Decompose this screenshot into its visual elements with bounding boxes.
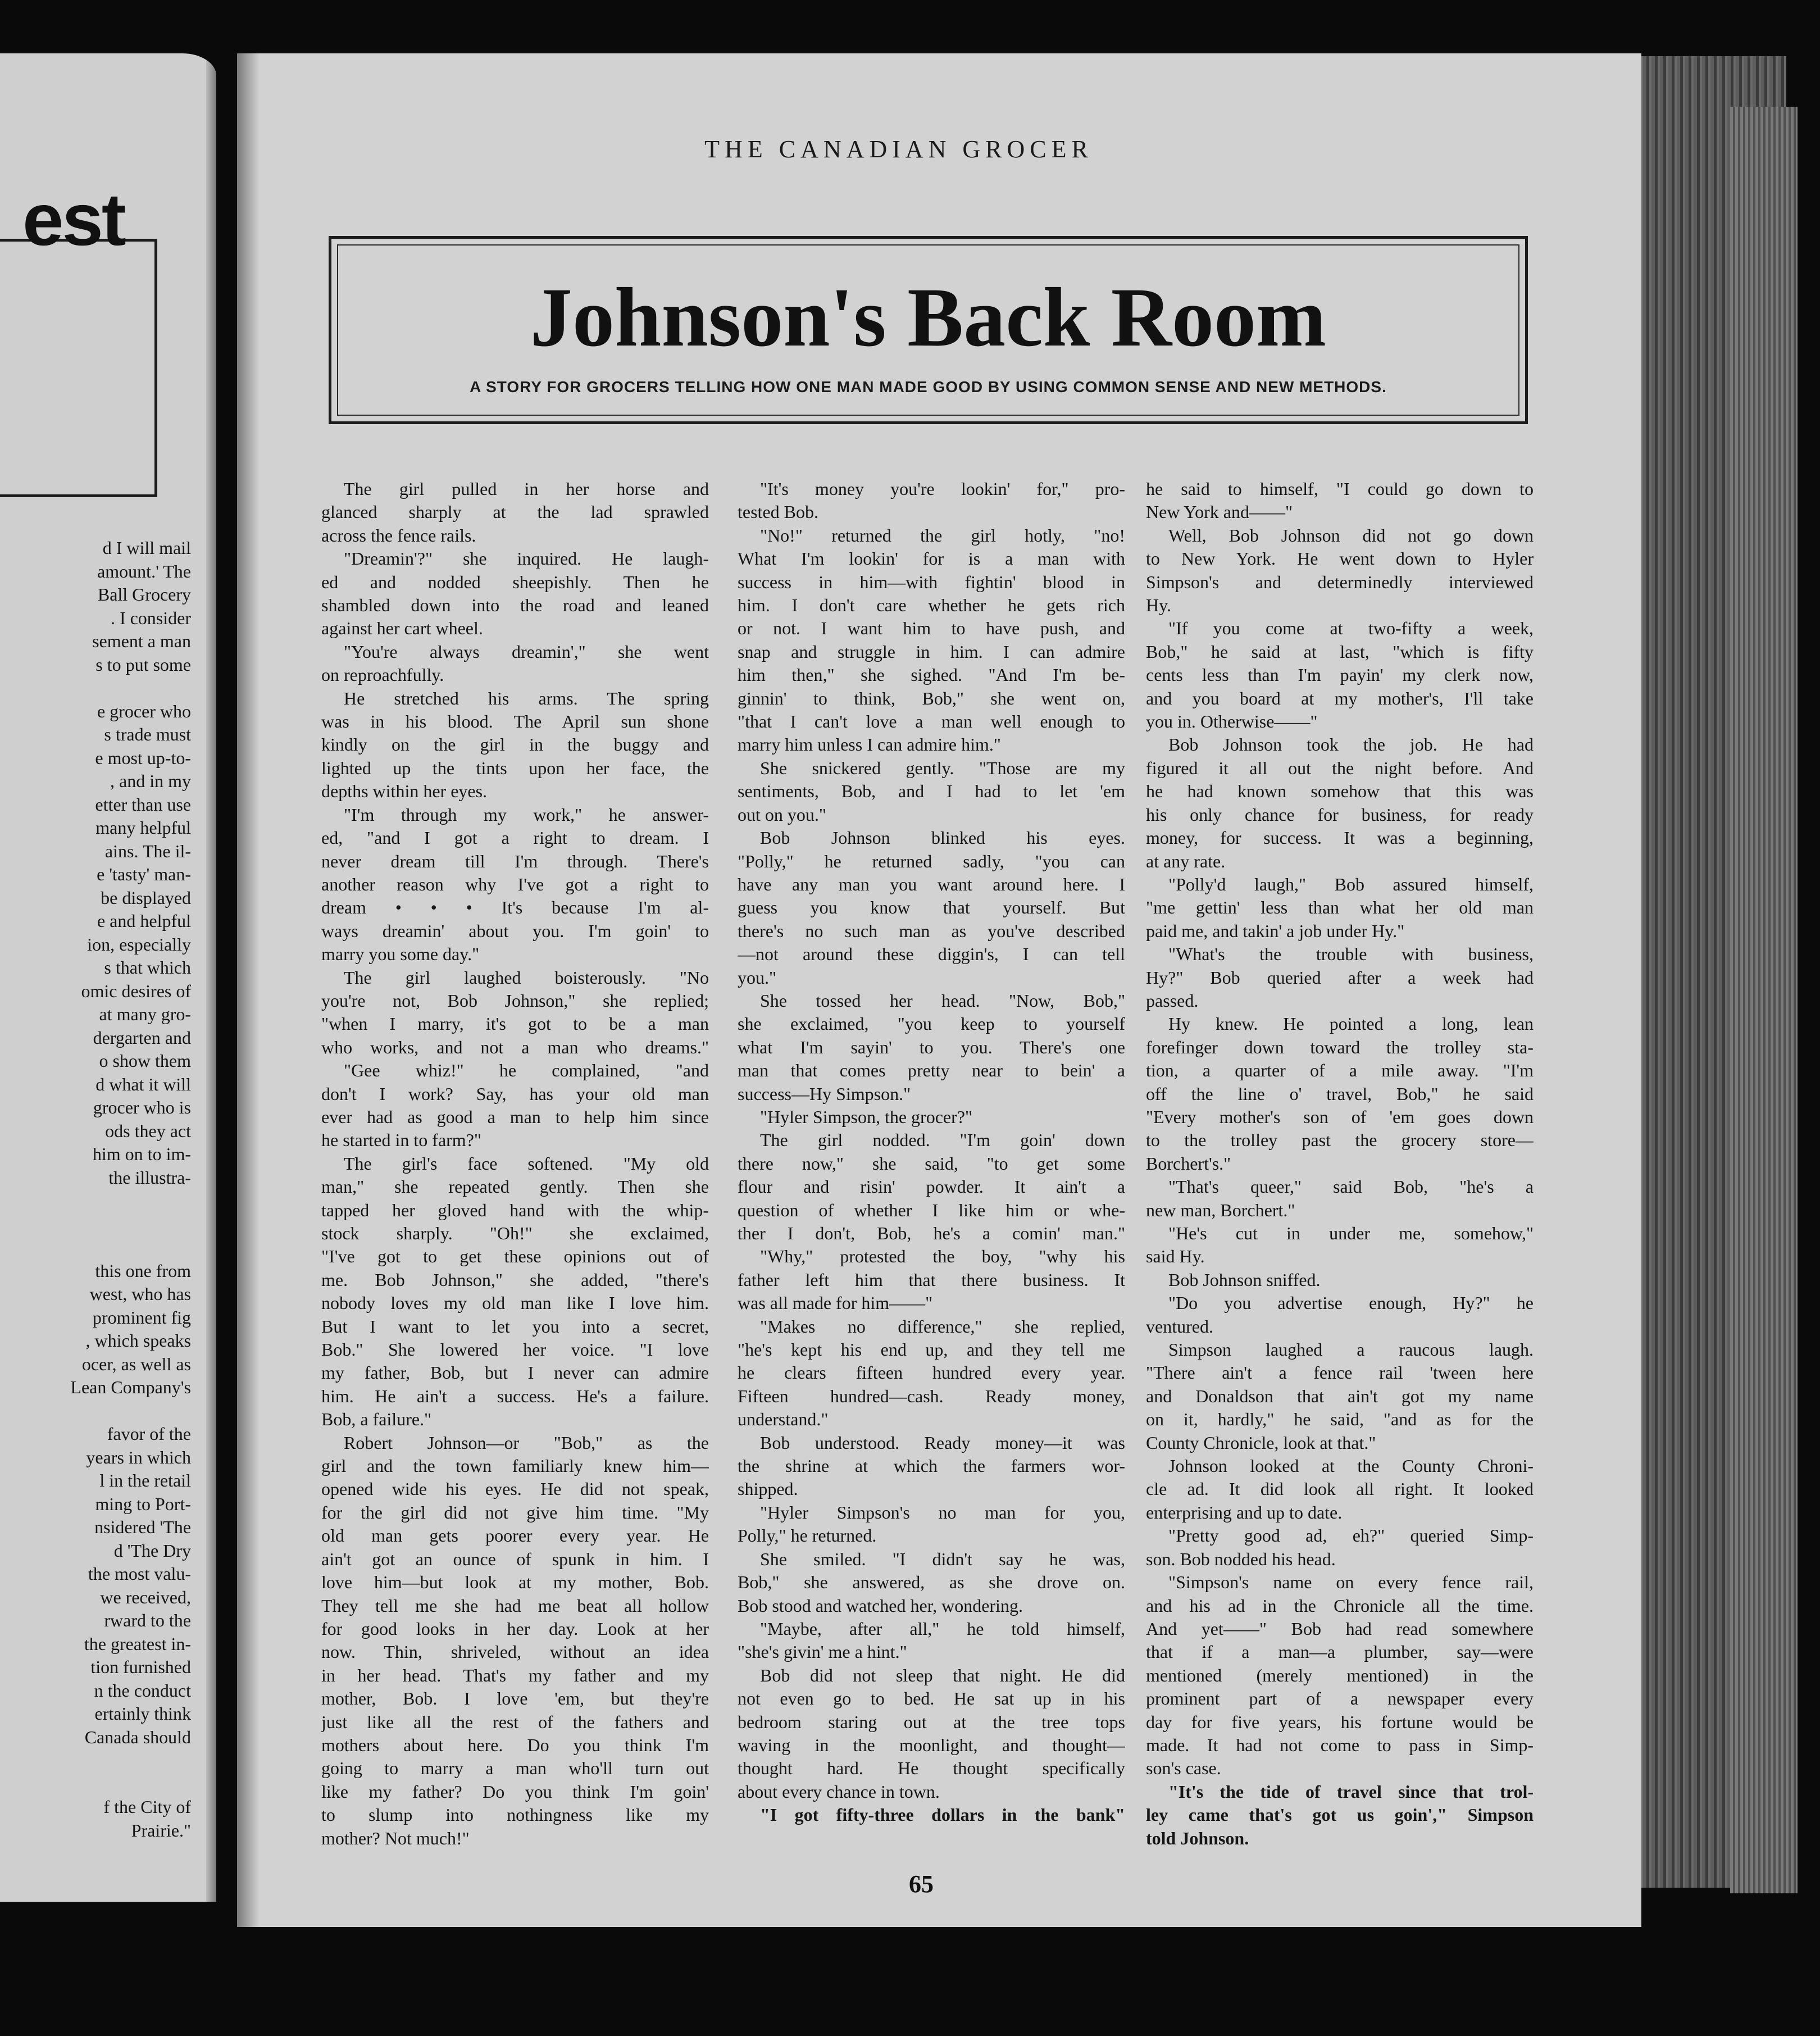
left-page-text-line: , and in my	[110, 771, 191, 791]
text-line: son's case.	[1146, 1758, 1221, 1779]
text-line: Simpson laughed a raucous laugh.	[1168, 1339, 1534, 1360]
left-page-text-line: favor of the	[107, 1424, 191, 1444]
left-page-text-line: e and helpful	[97, 911, 191, 931]
text-line: Hy.	[1146, 595, 1172, 616]
text-line: And yet——" Bob had read somewhere	[1146, 1618, 1534, 1639]
text-line: But I want to let you into a secret,	[321, 1316, 709, 1337]
text-line: "Makes no difference," she replied,	[760, 1316, 1125, 1337]
text-line: who works, and not a man who dreams."	[321, 1037, 709, 1057]
left-page-text-line: the greatest in-	[84, 1633, 191, 1654]
text-line: new man, Borchert."	[1146, 1199, 1295, 1220]
text-line: on it, hardly," he said, "and as for the	[1146, 1409, 1534, 1430]
text-line: me. Bob Johnson," she added, "there's	[321, 1269, 709, 1290]
left-page-text-line: rward to the	[104, 1610, 191, 1630]
text-line: the shrine at which the farmers wor-	[738, 1456, 1125, 1476]
text-line: "Do you advertise enough, Hy?" he	[1168, 1293, 1534, 1314]
left-page-text-line: Canada should	[84, 1726, 191, 1747]
left-page-text-line	[0, 1213, 191, 1237]
text-line: or not. I want him to have push, and	[738, 618, 1125, 639]
text-line: ain't got an ounce of spunk in him. I	[321, 1548, 709, 1569]
left-page-text-line: ods they act	[105, 1120, 191, 1141]
text-line: The girl nodded. "I'm goin' down	[760, 1130, 1125, 1151]
left-page-text-line: sement a man	[92, 631, 191, 651]
text-line: "It's the tide of travel since that trol-	[1168, 1781, 1534, 1802]
text-line: across the fence rails.	[321, 525, 476, 546]
left-page-text-line: grocer who is	[93, 1097, 191, 1117]
text-line: son. Bob nodded his head.	[1146, 1548, 1336, 1569]
left-page-text-line: l in the retail	[99, 1470, 191, 1490]
left-page-text-line: s trade must	[104, 724, 191, 744]
left-page-text-line: Lean Company's	[70, 1377, 191, 1397]
text-line: flour and risin' powder. It ain't a	[738, 1176, 1125, 1197]
text-line: "Gee whiz!" he complained, "and	[344, 1060, 709, 1081]
text-line: like my father? Do you think I'm goin'	[321, 1781, 709, 1802]
left-page-text-line: e most up-to-	[95, 747, 191, 768]
text-line: The girl's face softened. "My old	[344, 1153, 709, 1174]
text-line: going to marry a man who'll turn out	[321, 1758, 709, 1779]
text-column-1	[321, 478, 709, 1850]
left-page-text-line: . I consider	[110, 607, 191, 628]
text-line: "What's the trouble with business,	[1168, 944, 1534, 965]
text-line: stock sharply. "Oh!" she exclaimed,	[321, 1223, 709, 1243]
text-line: He stretched his arms. The spring	[344, 688, 709, 708]
text-line: Robert Johnson—or "Bob," as the	[344, 1432, 709, 1453]
text-line: "Simpson's name on every fence rail,	[1168, 1572, 1534, 1593]
text-line: lighted up the tints upon her face, the	[321, 757, 709, 778]
text-line: man that comes pretty near to bein' a	[738, 1060, 1125, 1081]
text-line: girl and the town familiarly knew him—	[321, 1456, 709, 1476]
left-page-text-line: d I will mail	[102, 538, 191, 558]
left-page-text-line: him on to im-	[92, 1144, 191, 1164]
text-line: have any man you want around here. I	[738, 874, 1125, 894]
text-line: in her head. That's my father and my	[321, 1665, 709, 1685]
text-line: tested Bob.	[738, 502, 818, 522]
book-page-edges-outer	[1730, 107, 1798, 1893]
text-line: "He's cut in under me, somehow,"	[1168, 1223, 1534, 1243]
left-page-text-line: be displayed	[101, 887, 191, 908]
text-line: to New York. He went down to Hyler	[1146, 548, 1534, 569]
text-line: cle ad. It did look all right. It looked	[1146, 1479, 1534, 1499]
left-page-text	[0, 537, 191, 1842]
text-line: "If you come at two-fifty a week,	[1168, 618, 1534, 639]
text-line: marry you some day."	[321, 944, 480, 965]
left-page-text-line: years in which	[86, 1447, 191, 1467]
text-line: "Hyler Simpson's no man for you,	[760, 1502, 1125, 1523]
left-page-text-line: we received,	[100, 1587, 191, 1607]
text-line: marry him unless I can admire him."	[738, 734, 1001, 755]
text-line: "when I marry, it's got to be a man	[321, 1014, 709, 1034]
text-line: ventured.	[1146, 1316, 1213, 1337]
text-line: what I'm sayin' to you. There's one	[738, 1037, 1125, 1057]
left-page-text-line: e 'tasty' man-	[97, 864, 191, 884]
text-line: figured it all out the night before. And	[1146, 757, 1534, 778]
text-line: Borchert's."	[1146, 1153, 1231, 1174]
left-page-text-line: Ball Grocery	[97, 584, 191, 605]
left-page-text-line: tion furnished	[90, 1657, 191, 1677]
text-line: Bob stood and watched her, wondering.	[738, 1595, 1023, 1616]
text-line: "Polly'd laugh," Bob assured himself,	[1168, 874, 1534, 894]
text-line: and his ad in the Chronicle all the time.	[1146, 1595, 1534, 1616]
text-line: Bob Johnson sniffed.	[1168, 1269, 1321, 1290]
text-line: you're not, Bob Johnson," she replied;	[321, 990, 709, 1011]
text-line: thought hard. He thought specifically	[738, 1758, 1125, 1779]
left-page-text-line: this one from	[95, 1260, 191, 1281]
text-line: success in him—with fightin' blood in	[738, 571, 1125, 592]
text-line: that if a man—a plumber, say—were	[1146, 1642, 1534, 1662]
text-line: about every chance in town.	[738, 1781, 940, 1802]
left-page-text-line: ains. The il-	[104, 840, 191, 861]
text-line: She snickered gently. "Those are my	[760, 757, 1125, 778]
text-line: against her cart wheel.	[321, 618, 483, 639]
text-line: Bob understood. Ready money—it was	[760, 1432, 1125, 1453]
left-page-text-line: omic desires of	[81, 980, 191, 1001]
text-line: never dream till I'm through. There's	[321, 851, 709, 871]
left-page-text-line: d 'The Dry	[113, 1540, 191, 1561]
left-page-text-line: ertainly think	[94, 1703, 191, 1724]
text-line: ley came that's got us goin'," Simpson	[1146, 1805, 1534, 1825]
text-line: tapped her gloved hand with the whip-	[321, 1199, 709, 1220]
text-line: waving in the moonlight, and thought—	[738, 1734, 1125, 1755]
text-line: love him—but look at my mother, Bob.	[321, 1572, 709, 1593]
text-line: he clears fifteen hundred every year.	[738, 1362, 1125, 1383]
left-page-text-line: prominent fig	[92, 1307, 191, 1328]
text-line: "There ain't a fence rail 'tween here	[1146, 1362, 1534, 1383]
text-line: mother, Bob. I love 'em, but they're	[321, 1688, 709, 1709]
text-column-3	[1146, 478, 1534, 1850]
left-page-text-line: f the City of	[103, 1797, 191, 1817]
text-line: him then," she sighed. "And I'm be-	[738, 665, 1125, 685]
text-line: Well, Bob Johnson did not go down	[1168, 525, 1534, 546]
left-page-text-line: many helpful	[95, 817, 191, 838]
text-line: She tossed her head. "Now, Bob,"	[760, 990, 1125, 1011]
left-page-text-line	[0, 1773, 191, 1796]
text-line: enterprising and up to date.	[1146, 1502, 1343, 1523]
text-line: another reason why I've got a right to	[321, 874, 709, 894]
left-page-text-line: west, who has	[89, 1284, 191, 1304]
text-line: "That's queer," said Bob, "he's a	[1168, 1176, 1534, 1197]
text-line: just like all the rest of the fathers and	[321, 1711, 709, 1732]
text-line: mentioned (merely mentioned) in the	[1146, 1665, 1534, 1685]
left-page-text-line: o show them	[99, 1051, 191, 1071]
left-page-text-line: dergarten and	[93, 1027, 191, 1048]
text-line: ed and nodded sheepishly. Then he	[321, 571, 709, 592]
left-page-text-line: etter than use	[95, 794, 191, 815]
text-line: She smiled. "I didn't say he was,	[760, 1548, 1125, 1569]
text-line: passed.	[1146, 990, 1199, 1011]
text-line: paid me, and takin' a job under Hy."	[1146, 920, 1405, 941]
text-line: "that I can't love a man well enough to	[738, 711, 1125, 732]
text-line: mother? Not much!"	[321, 1828, 470, 1848]
left-page-text-line: , which speaks	[85, 1330, 191, 1351]
left-page-text-line: ion, especially	[87, 934, 191, 955]
text-line: County Chronicle, look at that."	[1146, 1432, 1376, 1453]
text-line: cents less than I'm payin' my clerk now,	[1146, 665, 1534, 685]
text-line: to the trolley past the grocery store—	[1146, 1130, 1534, 1151]
left-page-text-line	[0, 1749, 191, 1773]
text-line: shambled down into the road and leaned	[321, 595, 709, 616]
left-page-text-line	[0, 1236, 191, 1260]
text-line: glanced sharply at the lad sprawled	[321, 502, 709, 522]
text-line: Bob Johnson took the job. He had	[1168, 734, 1534, 755]
text-line: "she's givin' me a hint."	[738, 1642, 907, 1662]
left-page-text-line: ocer, as well as	[81, 1353, 191, 1374]
page-number: 65	[909, 1870, 934, 1898]
text-line: she exclaimed, "you keep to yourself	[738, 1014, 1125, 1034]
text-line: shipped.	[738, 1479, 798, 1499]
text-line: out on you."	[738, 804, 826, 825]
text-line: "Why," protested the boy, "why his	[760, 1246, 1125, 1267]
text-line: dream • • • It's because I'm al-	[321, 897, 709, 918]
text-line: father left him that there business. It	[738, 1269, 1125, 1290]
text-line: don't I work? Say, has your old man	[321, 1083, 709, 1104]
text-line: "Maybe, after all," he told himself,	[760, 1618, 1125, 1639]
text-line: told Johnson.	[1146, 1828, 1249, 1848]
text-line: Bob did not sleep that night. He did	[760, 1665, 1125, 1685]
text-line: "It's money you're lookin' for," pro-	[760, 479, 1125, 499]
text-line: Bob," he said at last, "which is fifty	[1146, 641, 1534, 662]
text-line: They tell me she had me beat all hollow	[321, 1595, 709, 1616]
text-line: The girl pulled in her horse and	[344, 479, 709, 499]
text-line: Fifteen hundred—cash. Ready money,	[738, 1385, 1125, 1406]
text-line: ther I don't, Bob, he's a comin' man."	[738, 1223, 1125, 1243]
text-line: you in. Otherwise——"	[1146, 711, 1318, 732]
text-line: Hy knew. He pointed a long, lean	[1168, 1014, 1534, 1034]
text-line: prominent part of a newspaper every	[1146, 1688, 1534, 1709]
text-line: "Every mother's son of 'em goes down	[1146, 1106, 1534, 1127]
gutter-shadow	[237, 53, 260, 1927]
text-line: "Polly," he returned sadly, "you can	[738, 851, 1125, 871]
text-line: made. It had not come to pass in Simp-	[1146, 1734, 1534, 1755]
text-line: to slump into nothingness like my	[321, 1805, 709, 1825]
article-title: Johnson's Back Room	[530, 271, 1327, 364]
left-page-box-title: est	[22, 178, 125, 261]
text-line: "Pretty good ad, eh?" queried Simp-	[1168, 1525, 1534, 1546]
text-line: mothers about here. Do you think I'm	[321, 1734, 709, 1755]
text-line: opened wide his eyes. He did not speak,	[321, 1479, 709, 1499]
text-line: understand."	[738, 1409, 829, 1430]
text-line: question of whether I like him or whe-	[738, 1199, 1125, 1220]
text-line: there now," she said, "to get some	[738, 1153, 1125, 1174]
text-line: The girl laughed boisterously. "No	[344, 967, 709, 988]
text-line: "I got fifty-three dollars in the bank"	[760, 1805, 1125, 1825]
text-line: him. He ain't a success. He's a failure.	[321, 1385, 709, 1406]
left-page-title-box	[0, 239, 157, 497]
left-page-text-line: e grocer who	[97, 701, 191, 721]
text-line: he started in to farm?"	[321, 1130, 481, 1151]
running-header: THE CANADIAN GROCER	[704, 135, 1093, 163]
text-line: —not around these diggin's, I can tell	[738, 944, 1125, 965]
text-line: Bob Johnson blinked his eyes.	[760, 828, 1125, 848]
text-line: man," she repeated gently. Then she	[321, 1176, 709, 1197]
left-page-text-line: nsidered 'The	[94, 1517, 191, 1537]
left-page-gutter-shadow	[206, 53, 216, 1902]
text-line: day for five years, his fortune would be	[1146, 1711, 1534, 1732]
text-line: was in his blood. The April sun shone	[321, 711, 709, 732]
text-line: "You're always dreamin'," she went	[344, 641, 709, 662]
text-line: said Hy.	[1146, 1246, 1205, 1267]
text-line: for the girl did not give him time. "My	[321, 1502, 709, 1523]
left-page-text-line	[0, 676, 191, 700]
text-line: there's no such man as you've described	[738, 920, 1125, 941]
text-line: "No!" returned the girl hotly, "no!	[760, 525, 1125, 546]
facing-page-left	[0, 53, 216, 1902]
text-line: his only chance for business, for ready	[1146, 804, 1534, 825]
left-page-text-line	[0, 1189, 191, 1213]
text-line: Hy?" Bob queried after a week had	[1146, 967, 1534, 988]
text-line: my father, Bob, but I never can admire	[321, 1362, 709, 1383]
text-line: you."	[738, 967, 777, 988]
text-line: for good looks in her day. Look at her	[321, 1618, 709, 1639]
left-page-text-line: s to put some	[95, 654, 191, 675]
text-line: success—Hy Simpson."	[738, 1083, 911, 1104]
text-line: "me gettin' less than what her old man	[1146, 897, 1534, 918]
text-line: Simpson's and determinedly interviewed	[1146, 571, 1534, 592]
title-box	[329, 236, 1528, 424]
left-page-text-line: Prairie."	[131, 1820, 191, 1840]
text-line: "I've got to get these opinions out of	[321, 1246, 709, 1267]
left-page-text-line: at many gro-	[99, 1004, 191, 1024]
text-line: he had known somehow that this was	[1146, 781, 1534, 802]
left-page-text-line: n the conduct	[94, 1680, 191, 1701]
left-page-text-line: the illustra-	[108, 1167, 191, 1188]
text-line: he said to himself, "I could go down to	[1146, 479, 1534, 499]
text-line: ed, "and I got a right to dream. I	[321, 828, 709, 848]
text-line: at any rate.	[1146, 851, 1226, 871]
left-page-text-line: s that which	[104, 957, 191, 978]
text-line: Polly," he returned.	[738, 1525, 877, 1546]
text-line: Bob." She lowered her voice. "I love	[321, 1339, 709, 1360]
text-line: and Donaldson that ain't got my name	[1146, 1385, 1534, 1406]
text-line: What I'm lookin' for is a man with	[738, 548, 1125, 569]
article-subtitle: A STORY FOR GROCERS TELLING HOW ONE MAN MADE GOOD BY USING COMMON SENSE AND NEW METHODS.	[470, 378, 1387, 396]
text-column-2	[738, 478, 1125, 1827]
text-line: now. Thin, shriveled, without an idea	[321, 1642, 709, 1662]
left-page-text-line: d what it will	[95, 1074, 191, 1094]
text-line: Bob," she answered, as she drove on.	[738, 1572, 1125, 1593]
text-line: was all made for him——"	[738, 1293, 933, 1314]
left-page-text-line	[0, 1399, 191, 1423]
text-line: depths within her eyes.	[321, 781, 488, 802]
text-line: him. I don't care whether he gets rich	[738, 595, 1125, 616]
text-line: "Hyler Simpson, the grocer?"	[760, 1106, 973, 1127]
left-page-text-line: the most valu-	[88, 1564, 191, 1584]
text-line: money, for success. It was a beginning,	[1146, 828, 1534, 848]
text-line: sentiments, Bob, and I had to let 'em	[738, 781, 1125, 802]
text-line: off the line o' travel, Bob," he said	[1146, 1083, 1534, 1104]
left-page-text-line: ming to Port-	[95, 1493, 191, 1514]
text-line: guess you know that yourself. But	[738, 897, 1125, 918]
text-line: nobody loves my old man like I love him.	[321, 1293, 709, 1314]
text-line: Bob, a failure."	[321, 1409, 432, 1430]
text-line: ever had as good a man to help him since	[321, 1106, 709, 1127]
text-line: "he's kept his end up, and they tell me	[738, 1339, 1125, 1360]
text-line: New York and——"	[1146, 502, 1293, 522]
text-line: ginnin' to think, Bob," she went on,	[738, 688, 1125, 708]
text-line: Johnson looked at the County Chroni-	[1168, 1456, 1534, 1476]
text-line: "I'm through my work," he answer-	[344, 804, 709, 825]
text-line: and you board at my mother's, I'll take	[1146, 688, 1534, 708]
text-line: tion, a quarter of a mile away. "I'm	[1146, 1060, 1534, 1081]
left-page-text-line: amount.' The	[97, 561, 191, 581]
text-line: forefinger down toward the trolley sta-	[1146, 1037, 1534, 1057]
text-line: not even go to bed. He sat up in his	[738, 1688, 1125, 1709]
text-line: ways dreamin' about you. I'm goin' to	[321, 920, 709, 941]
text-line: kindly on the girl in the buggy and	[321, 734, 709, 755]
text-line: bedroom staring out at the tree tops	[738, 1711, 1125, 1732]
text-line: "Dreamin'?" she inquired. He laugh-	[344, 548, 709, 569]
text-line: on reproachfully.	[321, 665, 444, 685]
text-line: snap and struggle in him. I can admire	[738, 641, 1125, 662]
text-line: old man gets poorer every year. He	[321, 1525, 709, 1546]
